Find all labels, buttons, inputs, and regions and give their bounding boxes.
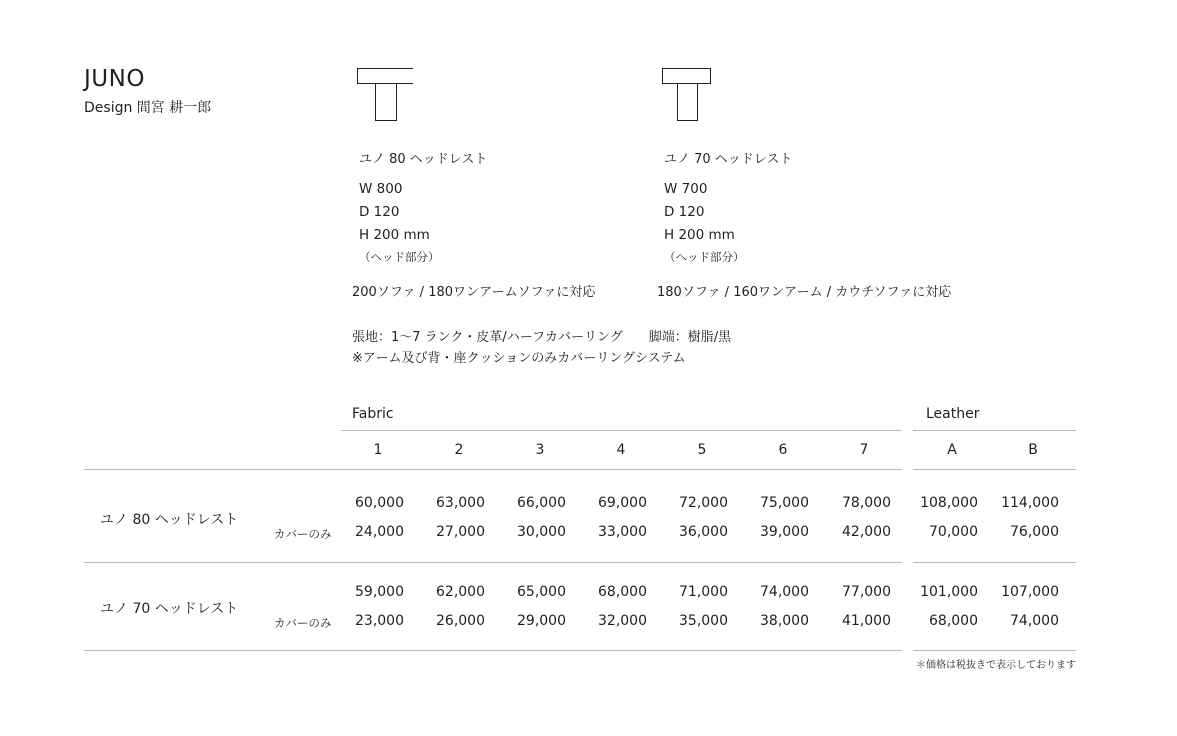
price-cell: 66,000 [517,495,566,511]
headrest-diagram-icon [662,68,718,122]
dimension-width: W 700 [664,181,708,197]
price-cell: 63,000 [436,495,485,511]
cover-price-cell: 36,000 [679,524,728,540]
price-cell: 101,000 [920,584,978,600]
table-rule [913,650,1076,651]
row-product-name: ユノ 80 ヘッドレスト [100,512,239,528]
cover-price-cell: 42,000 [842,524,891,540]
price-footnote: ＊価格は税抜きで表示しております [916,660,1076,671]
dimension-height: H 200 mm [359,227,430,243]
fabric-header-rule [341,430,902,431]
price-cell: 78,000 [842,495,891,511]
product-name: ユノ 80 ヘッドレスト [359,152,488,167]
price-cell: 69,000 [598,495,647,511]
leather-header-rule [913,430,1076,431]
price-cell: 71,000 [679,584,728,600]
cover-price-cell: 32,000 [598,613,647,629]
cover-price-cell: 33,000 [598,524,647,540]
price-cell: 75,000 [760,495,809,511]
cover-price-cell: 23,000 [355,613,404,629]
cover-price-cell: 35,000 [679,613,728,629]
cover-price-cell: 39,000 [760,524,809,540]
price-cell: 68,000 [598,584,647,600]
column-header-leather-rank-A: A [947,442,957,458]
cover-price-cell: 26,000 [436,613,485,629]
material-spec: 張地：1〜7 ランク・皮革/ハーフカバーリング 脚端：樹脂/黒 [352,330,732,345]
cover-price-cell: 30,000 [517,524,566,540]
column-header-fabric-rank-1: 1 [373,442,383,458]
price-cell: 60,000 [355,495,404,511]
product-name: ユノ 70 ヘッドレスト [664,152,793,167]
cover-price-cell: 70,000 [929,524,978,540]
fabric-group-label: Fabric [352,406,394,422]
column-header-fabric-rank-3: 3 [535,442,545,458]
table-rule [84,650,902,651]
cover-price-cell: 27,000 [436,524,485,540]
dimension-depth: D 120 [664,204,705,220]
row-product-name: ユノ 70 ヘッドレスト [100,601,239,617]
cover-price-cell: 38,000 [760,613,809,629]
cover-price-cell: 41,000 [842,613,891,629]
compatibility-note: 200ソファ / 180ワンアームソファに対応 [352,285,596,300]
dimension-note: （ヘッド部分） [664,250,745,264]
column-header-fabric-rank-4: 4 [616,442,626,458]
table-rule [84,469,902,470]
column-header-leather-rank-B: B [1028,442,1038,458]
column-header-fabric-rank-7: 7 [859,442,869,458]
cover-only-label: カバーのみ [274,527,332,541]
cover-price-cell: 76,000 [1010,524,1059,540]
cover-price-cell: 24,000 [355,524,404,540]
headrest-diagram-icon [357,68,413,122]
price-cell: 65,000 [517,584,566,600]
price-cell: 62,000 [436,584,485,600]
price-cell: 107,000 [1001,584,1059,600]
price-cell: 72,000 [679,495,728,511]
table-rule [84,562,902,563]
price-cell: 59,000 [355,584,404,600]
dimension-height: H 200 mm [664,227,735,243]
designer-credit: Design 間宮 耕一郎 [84,100,212,116]
cover-price-cell: 68,000 [929,613,978,629]
column-header-fabric-rank-6: 6 [778,442,788,458]
cover-price-cell: 29,000 [517,613,566,629]
dimension-depth: D 120 [359,204,400,220]
table-rule [913,562,1076,563]
column-header-fabric-rank-5: 5 [697,442,707,458]
price-cell: 114,000 [1001,495,1059,511]
leather-group-label: Leather [926,406,980,422]
cover-price-cell: 74,000 [1010,613,1059,629]
price-cell: 108,000 [920,495,978,511]
table-rule [913,469,1076,470]
compatibility-note: 180ソファ / 160ワンアーム / カウチソファに対応 [657,285,952,300]
dimension-width: W 800 [359,181,403,197]
dimension-note: （ヘッド部分） [359,250,440,264]
brand-title: JUNO [84,66,145,92]
price-cell: 77,000 [842,584,891,600]
price-cell: 74,000 [760,584,809,600]
covering-spec: ※アーム及び背・座クッションのみカバーリングシステム [352,351,686,366]
column-header-fabric-rank-2: 2 [454,442,464,458]
cover-only-label: カバーのみ [274,616,332,630]
